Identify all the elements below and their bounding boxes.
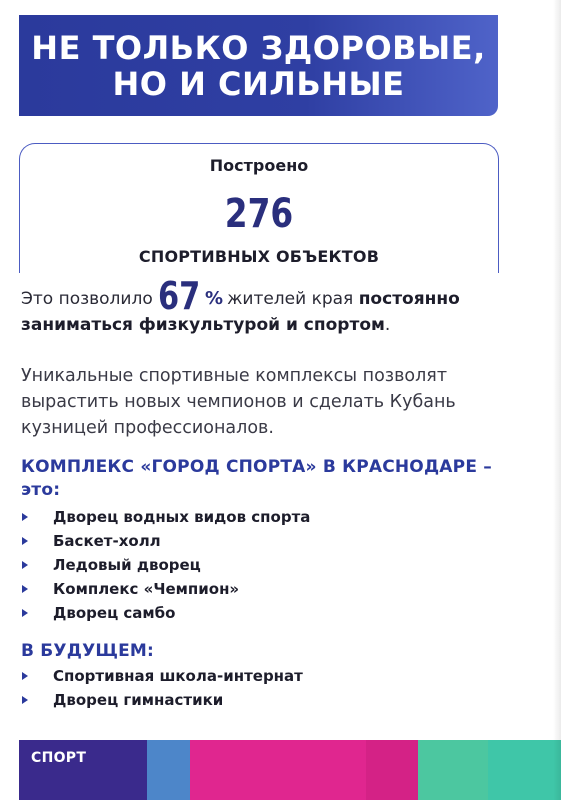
list-item-label: Ледовый дворец (53, 556, 201, 574)
paragraph-suffix: . (384, 315, 391, 335)
paragraph-prefix: Это позволило (21, 289, 159, 309)
list-item (21, 688, 303, 712)
strip-segment-pink (366, 740, 418, 800)
triangle-bullet-icon (22, 561, 28, 569)
paragraph-bold: постоянно заниматься физкультурой и спортом (21, 289, 460, 335)
triangle-bullet-icon (22, 696, 28, 704)
stat-number: 276 (224, 191, 294, 237)
list-item-label: Спортивная школа-интернат (53, 667, 303, 685)
stat-subtitle: СПОРТИВНЫХ ОБЪЕКТОВ (138, 247, 380, 266)
triangle-bullet-icon (22, 513, 28, 521)
complex-heading: КОМПЛЕКС «ГОРОД СПОРТА» В КРАСНОДАРЕ – это: (21, 457, 492, 500)
page-edge-shadow (553, 0, 561, 800)
triangle-bullet-icon (22, 672, 28, 680)
list-item-label: Комплекс «Чемпион» (53, 580, 240, 598)
list-item (21, 529, 310, 553)
footer-color-strip (19, 740, 561, 800)
complex-list (21, 505, 310, 625)
strip-segment-blue (147, 740, 190, 800)
stat-card (19, 143, 499, 273)
page-title-line-1: НЕ ТОЛЬКО ЗДОРОВЫЕ, (31, 28, 486, 67)
strip-segment-teal (488, 740, 561, 800)
list-item-label: Дворец водных видов спорта (53, 508, 311, 526)
percent-paragraph (21, 274, 521, 338)
list-item-label: Дворец самбо (53, 604, 176, 622)
list-item (21, 664, 303, 688)
list-item (21, 505, 310, 529)
list-item (21, 553, 310, 577)
paragraph-middle: жителей края (227, 289, 359, 309)
future-list (21, 664, 303, 712)
triangle-bullet-icon (22, 609, 28, 617)
strip-segment-magenta (190, 740, 366, 800)
strip-segment-mint (418, 740, 488, 800)
footer-label: СПОРТ (31, 750, 87, 766)
title-banner (19, 15, 498, 116)
percent-value: 67 (158, 274, 201, 318)
future-heading: В БУДУЩЕМ: (21, 641, 155, 661)
stat-caption: Построено (209, 156, 309, 175)
list-item-label: Дворец гимнастики (53, 691, 224, 709)
triangle-bullet-icon (22, 585, 28, 593)
list-item (21, 601, 310, 625)
description-paragraph: Уникальные спортивные комплексы позволят вырастить новых чемпионов и сделать Кубань кузницей профессионалов. (21, 366, 456, 438)
strip-segment-purple (19, 740, 147, 800)
page-title-line-2: НО И СИЛЬНЫЕ (112, 64, 405, 103)
triangle-bullet-icon (22, 537, 28, 545)
list-item (21, 577, 310, 601)
list-item-label: Баскет-холл (53, 532, 161, 550)
percent-sign: % (205, 288, 224, 309)
